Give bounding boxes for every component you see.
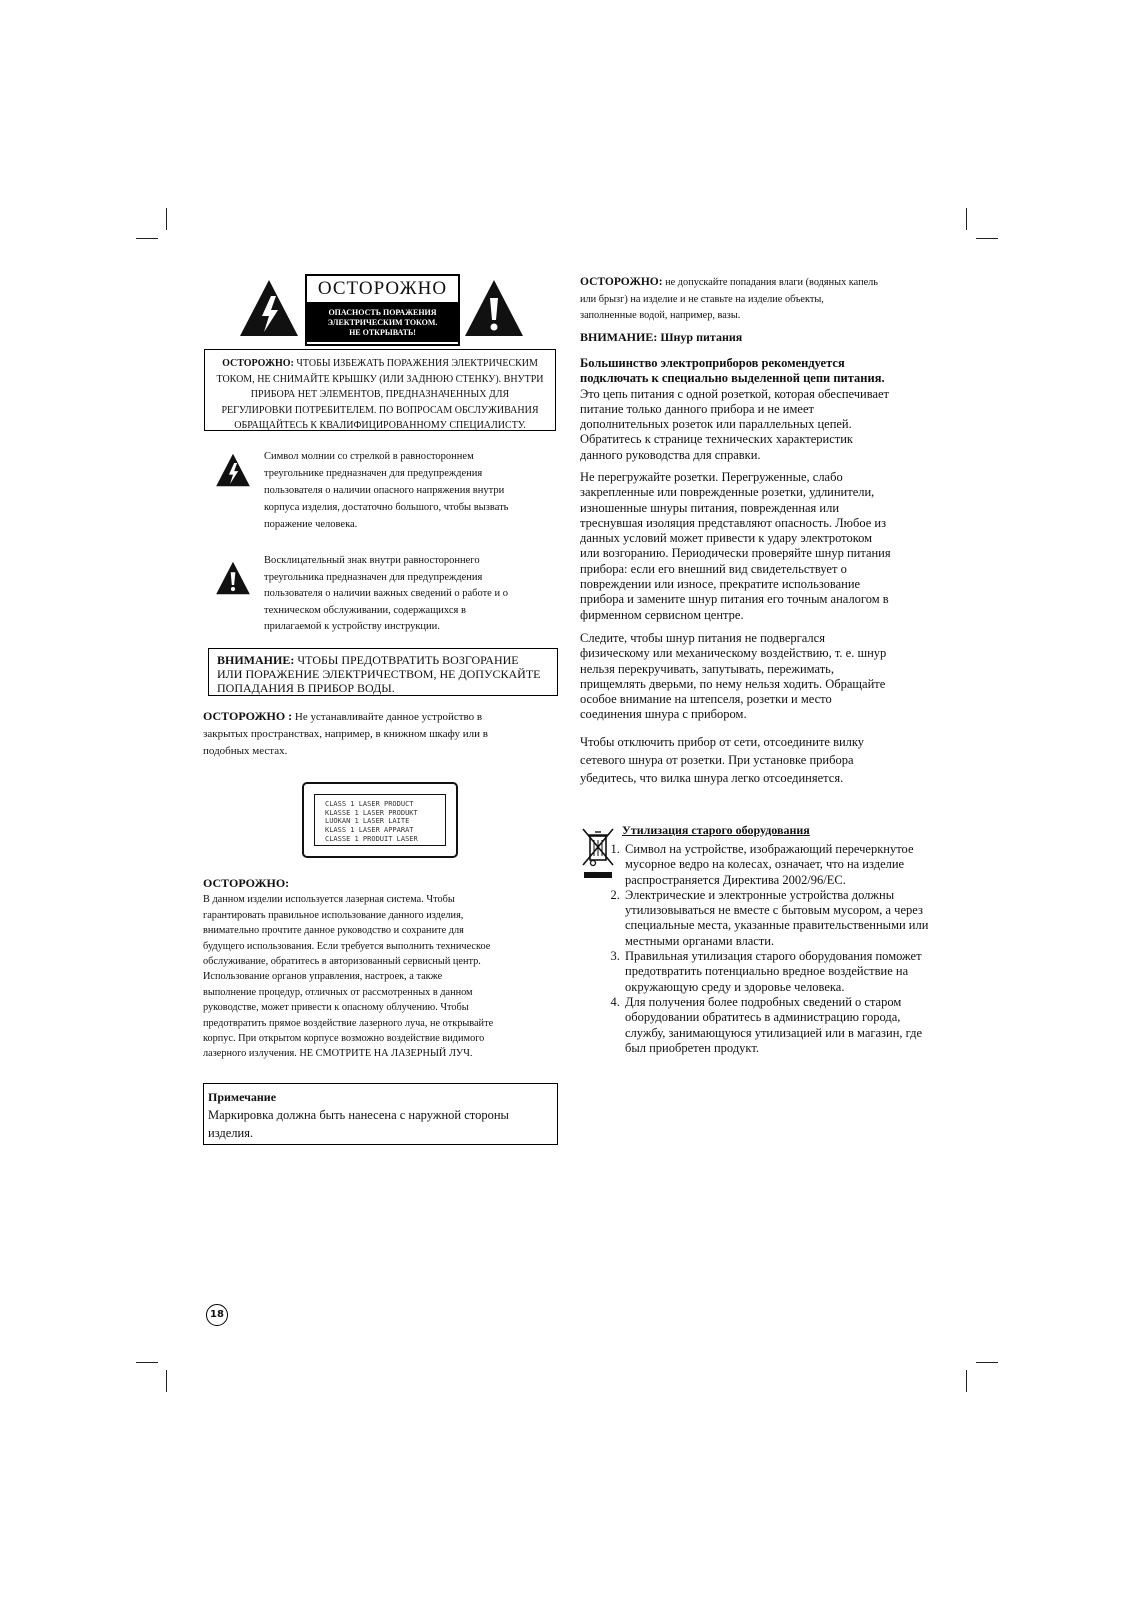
list-item: 4. Для получения более подробных сведений о старом оборудовании обратитесь в администрацию города, службу, занимающуюся утилизацией или в магазин, где был приобретен продукт. <box>623 995 937 1056</box>
text-line: изделия. <box>208 1126 254 1140</box>
text-line: пользователя о наличии опасного напряжения внутри <box>264 485 505 496</box>
exclamation-triangle-icon <box>463 278 525 338</box>
warning-line: ЧТОБЫ ИЗБЕЖАТЬ ПОРАЖЕНИЯ ЭЛЕКТРИЧЕСКИМ <box>293 358 538 369</box>
disposal-list <box>602 842 937 1056</box>
warning-line: РЕГУЛИРОВКИ ПОТРЕБИТЕЛЕМ. ПО ВОПРОСАМ ОБСЛУЖИВАНИЯ <box>221 404 539 416</box>
laser-caution-title: ОСТОРОЖНО: <box>203 876 290 890</box>
text-line: прищемлять дверьми, по нему нельзя ходить. Обращайте <box>580 676 886 691</box>
warning-line: ТОКОМ, НЕ СНИМАЙТЕ КРЫШКУ (ИЛИ ЗАДНЮЮ СТЕНКУ). ВНУТРИ <box>216 373 544 385</box>
text-line: Это цепь питания с одной розеткой, которая обеспечивает <box>580 386 890 401</box>
crop-mark <box>166 1370 167 1392</box>
warning-line: ИЛИ ПОРАЖЕНИЕ ЭЛЕКТРИЧЕСТВОМ, НЕ ДОПУСКАЙТЕ <box>217 667 541 681</box>
exclamation-symbol-text <box>264 553 564 636</box>
lightning-triangle-icon <box>215 452 251 488</box>
note-title: Примечание <box>208 1090 277 1104</box>
text-line: Не устанавливайте данное устройство в <box>292 711 483 723</box>
text-line: Не перегружайте розетки. Перегруженные, слабо <box>580 470 843 484</box>
laser-label-text <box>314 794 446 846</box>
caution-lead: ОСТОРОЖНО: <box>580 276 663 288</box>
text-line: поражение человека. <box>264 519 358 530</box>
caution-label <box>305 274 460 346</box>
warning-line: ОБРАЩАЙТЕСЬ К КВАЛИФИЦИРОВАННОМУ СПЕЦИАЛИСТУ. <box>234 420 526 431</box>
text-line: пользователя о наличии важных сведений о работе и о <box>264 588 508 599</box>
text-line: прибора и замените шнур питания его точным аналогом в <box>580 592 889 607</box>
text-line: будущего использования. Если требуется выполнить техническое <box>203 940 491 952</box>
laser-line: CLASS 1 LASER PRODUCT <box>325 800 414 808</box>
exclamation-triangle-icon <box>215 560 251 596</box>
lightning-triangle-icon <box>238 278 300 338</box>
text-line: подобных местах. <box>203 745 288 757</box>
caution-sub-line: НЕ ОТКРЫВАТЬ! <box>349 328 416 337</box>
crop-mark <box>966 208 967 230</box>
power-overload-paragraph <box>580 470 940 623</box>
power-cord-heading: ВНИМАНИЕ: Шнур питания <box>580 330 743 344</box>
crop-mark <box>976 238 998 239</box>
warning-line: ПРИБОРА НЕТ ЭЛЕМЕНТОВ, ПРЕДНАЗНАЧЕННЫХ ДЛЯ <box>250 389 510 400</box>
text-line: сетевого шнура от розетки. При установке прибора <box>580 753 854 767</box>
text-line: техническом обслуживании, содержащихся в <box>264 604 466 616</box>
note-box <box>203 1083 558 1145</box>
text-line: корпус. При открытом корпусе возможно воздействие видимого <box>203 1033 485 1045</box>
text-line: физическому или механическому воздействию, т. е. шнур <box>580 646 887 661</box>
text-line: Обратитесь к странице технических характеристик <box>580 432 853 447</box>
power-protection-paragraph <box>580 631 940 723</box>
text-line: убедитесь, что вилка шнура легко отсоединяется. <box>580 771 844 785</box>
list-item: 3. Правильная утилизация старого оборудования поможет предотвратить потенциально вредное воздействие на окружающую среду и здоровье человека. <box>623 949 937 995</box>
text-line: данных условий может привести к удару электротоком <box>580 531 873 546</box>
laser-line: KLASS 1 LASER APPARAT <box>325 826 414 835</box>
text-line: предотвратить прямое воздействие лазерного луча, не открывайте <box>203 1017 494 1029</box>
text-line: изношенные шнуры питания, поврежденная или <box>580 500 840 515</box>
text-line: повреждении или износе, прекратите использование <box>580 577 861 592</box>
crop-mark <box>166 208 167 230</box>
text-line: дополнительных розеток или параллельных цепей. <box>580 417 852 432</box>
caution-title: ОСТОРОЖНО <box>307 276 458 304</box>
text-line: треугольника предназначен для предупреждения <box>264 571 483 583</box>
text-line: треснувшая изоляция представляют опасность. Любое из <box>580 515 887 530</box>
text-line: Использование органов управления, настроек, а также <box>203 971 443 983</box>
text-line: или возгоранию. Периодически проверяйте шнур питания <box>580 546 891 561</box>
caution-sub-line: ЭЛЕКТРИЧЕСКИМ ТОКОМ. <box>327 318 438 327</box>
text-line: не допускайте попадания влаги (водяных капель <box>662 277 878 288</box>
text-line: прибора: если его внешний вид свидетельствует о <box>580 561 847 576</box>
text-line: закрепленные или поврежденные розетки, удлинители, <box>580 485 875 500</box>
list-item: 1. Символ на устройстве, изображающий перечеркнутое мусорное ведро на колесах, означает, что на изделие распространяется Директива 2002/96/EC. <box>623 842 937 888</box>
text-line: руководстве, может привести к опасному облучению. Чтобы <box>203 1002 469 1014</box>
caution-subtitle <box>307 304 458 342</box>
text-line: особое внимание на штепселя, розетки и место <box>580 692 832 707</box>
caution-lead: ОСТОРОЖНО : <box>203 709 293 723</box>
power-disconnect-paragraph <box>580 733 940 787</box>
text-line: прилагаемой к устройству инструкции. <box>264 621 440 632</box>
laser-line: LUOKAN 1 LASER LAITE <box>325 817 410 826</box>
text-line: корпуса изделия, достаточно большого, чтобы вызвать <box>264 502 509 513</box>
text-line: нельзя перекручивать, запутывать, пережимать, <box>580 661 834 676</box>
crop-mark <box>136 238 158 239</box>
laser-line: CLASSE 1 PRODUIT LASER <box>325 834 418 843</box>
install-caution <box>203 708 563 760</box>
laser-product-label <box>302 782 458 858</box>
warning-line: ЧТОБЫ ПРЕДОТВРАТИТЬ ВОЗГОРАНИЕ <box>294 653 519 667</box>
text-line: гарантировать правильное использование данного изделия, <box>203 909 464 921</box>
crop-mark <box>136 1362 158 1363</box>
text-line: В данном изделии используется лазерная система. Чтобы <box>203 894 455 906</box>
text-line: питание только данного прибора и не имеет <box>580 401 814 416</box>
list-item: 2. Электрические и электронные устройства должны утилизовываться не вместе с бытовым мусором, а через специальные места, указанные правительственными или местными органами власти. <box>623 888 937 949</box>
text-line: Маркировка должна быть нанесена с наружной стороны <box>208 1108 509 1122</box>
shock-warning-box <box>204 349 556 431</box>
disposal-heading: Утилизация старого оборудования <box>622 823 810 837</box>
warning-lead: ВНИМАНИЕ: <box>217 653 295 667</box>
text-line: Следите, чтобы шнур питания не подвергался <box>580 631 825 645</box>
power-cord-section <box>580 356 940 463</box>
text-line: данного руководства для справки. <box>580 447 761 462</box>
fire-warning-box <box>208 648 558 696</box>
text-line: Восклицательный знак внутри равностороннего <box>264 555 480 566</box>
text-line: внимательно прочтите данное руководство и сохраните для <box>203 925 464 937</box>
text-line: Чтобы отключить прибор от сети, отсоедините вилку <box>580 735 865 749</box>
laser-caution <box>203 876 563 1062</box>
text-line: Символ молнии со стрелкой в равностороннем <box>264 451 474 462</box>
bold-line: Большинство электроприборов рекомендуется <box>580 356 845 370</box>
text-line: треугольнике предназначен для предупреждения <box>264 468 483 479</box>
warning-line: ПОПАДАНИЯ В ПРИБОР ВОДЫ. <box>217 681 395 695</box>
text-line: или брызг) на изделие и не ставьте на изделие объекты, <box>580 293 824 305</box>
bold-line: подключать к специально выделенной цепи питания. <box>580 371 885 386</box>
laser-line: KLASSE 1 LASER PRODUKT <box>325 808 418 817</box>
crop-mark <box>966 1370 967 1392</box>
note-body <box>208 1106 553 1142</box>
page-number: 18 <box>206 1304 228 1326</box>
text-line: лазерного излучения. НЕ СМОТРИТЕ НА ЛАЗЕРНЫЙ ЛУЧ. <box>203 1048 473 1060</box>
moisture-caution <box>580 274 940 325</box>
warning-lead: ОСТОРОЖНО: <box>222 358 294 369</box>
text-line: заполненные водой, например, вазы. <box>580 310 741 321</box>
lightning-symbol-text <box>264 448 564 533</box>
text-line: закрытых пространствах, например, в книжном шкафу или в <box>203 728 488 740</box>
crop-mark <box>976 1362 998 1363</box>
text-line: фирменном сервисном центре. <box>580 607 744 622</box>
text-line: обслуживание, обратитесь в авторизованный сервисный центр. <box>203 956 481 968</box>
caution-sub-line: ОПАСНОСТЬ ПОРАЖЕНИЯ <box>328 308 437 317</box>
text-line: соединения шнура с прибором. <box>580 707 747 722</box>
text-line: выполнение процедур, отличных от рассмотренных в данном <box>203 986 473 998</box>
